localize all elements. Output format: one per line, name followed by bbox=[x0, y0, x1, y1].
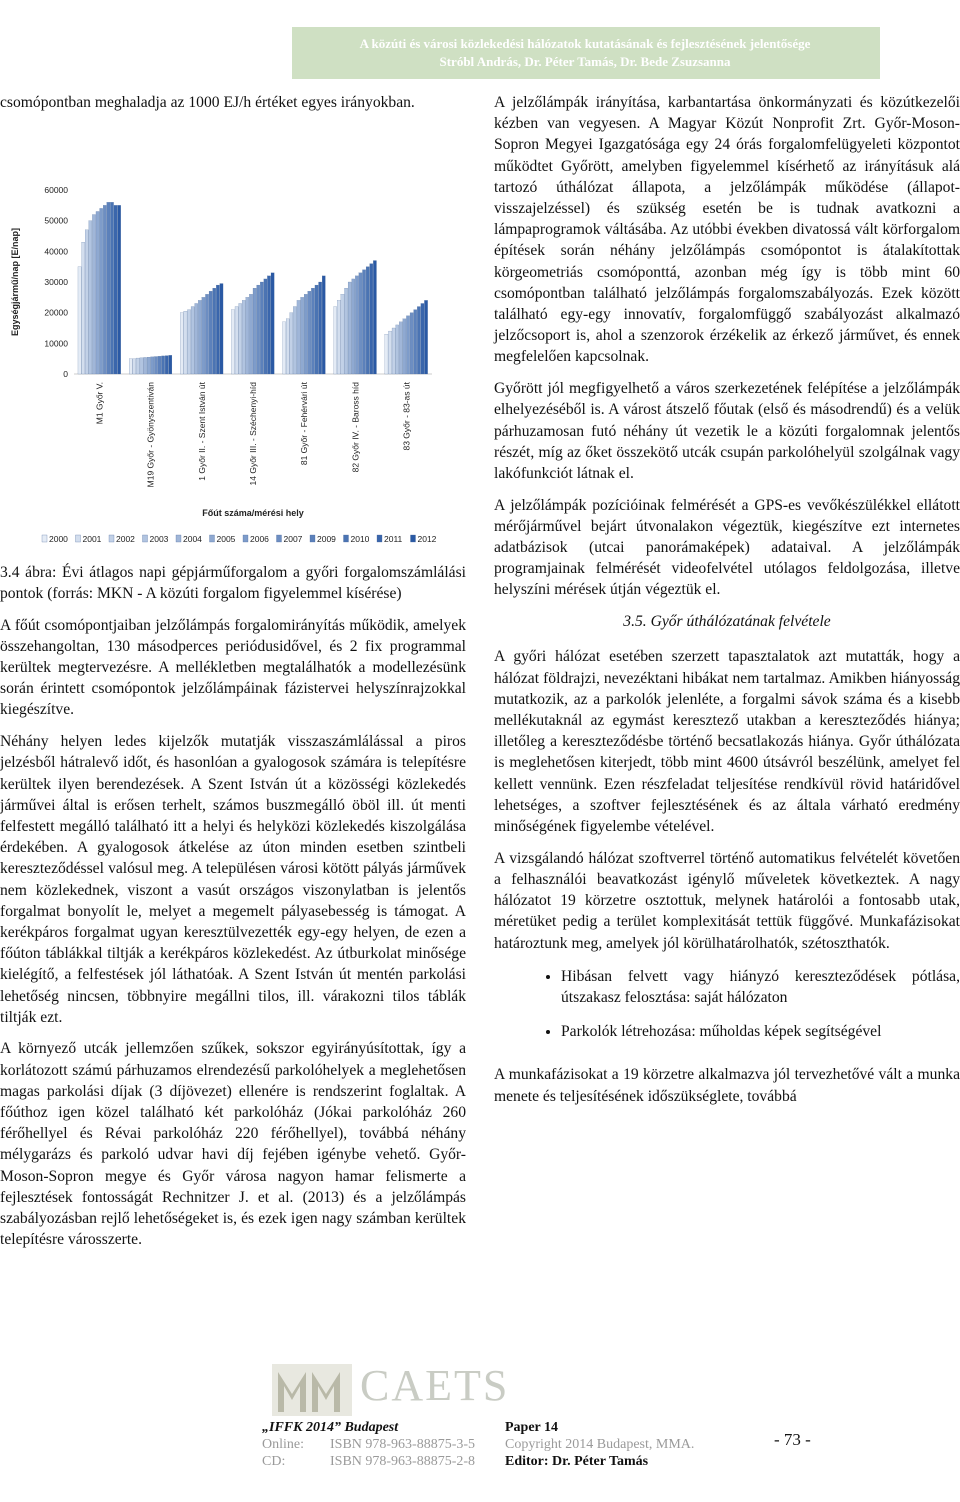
chart-bar bbox=[301, 297, 304, 374]
chart-bar bbox=[129, 358, 132, 373]
chart-bar bbox=[100, 208, 103, 374]
chart-bar bbox=[403, 319, 406, 374]
chart-bar bbox=[373, 260, 376, 373]
x-axis-label: Főút száma/mérési hely bbox=[202, 507, 304, 518]
chart-bar bbox=[370, 263, 373, 373]
legend-swatch bbox=[76, 535, 81, 542]
y-tick-label: 50000 bbox=[44, 215, 68, 226]
chart-bar bbox=[118, 205, 121, 374]
chart-bar bbox=[297, 300, 300, 374]
chart-bar bbox=[355, 276, 358, 374]
chart-bar bbox=[283, 322, 286, 374]
chart-bar bbox=[414, 309, 417, 373]
bullet-list bbox=[494, 966, 960, 1043]
chart-bar bbox=[264, 279, 267, 374]
header-title: A közúti és városi közlekedési hálózatok kutatásának és fejlesztésének jelentősége bbox=[359, 36, 811, 51]
online-label: Online: bbox=[262, 1437, 304, 1452]
legend-label: 2002 bbox=[116, 533, 135, 544]
paragraph: A jelzőlámpák pozícióinak felmérését a GPS-es vevőkészülékkel ellátott mérőjárművel bejárt útvonalakon végeztük, kiegészítve ezt internetes adatbázisok (utcai panorámaképek) adataival. A jelzőlámpák programjainak felmérését videofelvétel utólagos feldolgozása, illetve helyszíni mérések útján végeztük el. bbox=[494, 496, 960, 599]
chart-bar bbox=[267, 276, 270, 374]
chart-bar bbox=[169, 355, 172, 374]
legend-swatch bbox=[210, 535, 215, 542]
chart-bar bbox=[85, 230, 88, 374]
x-tick-label: 82 Győr IV. - Baross híd bbox=[350, 381, 361, 473]
paragraph: A munkafázisokat a 19 körzetre alkalmazva jól tervezhetővé vált a munka menete és teljesítésének időszükséglete, továbbá bbox=[494, 1066, 960, 1105]
legend-label: 2000 bbox=[49, 533, 68, 544]
x-tick-label: M1 Győr V. bbox=[94, 381, 105, 424]
left-column bbox=[0, 92, 466, 1261]
chart-bar bbox=[144, 357, 147, 374]
chart-bar bbox=[165, 355, 168, 373]
chart-bar bbox=[114, 205, 117, 374]
chart-bar bbox=[260, 282, 263, 374]
x-tick-label: 14 Győr III. - Széchenyi-híd bbox=[248, 381, 258, 486]
cd-label: CD: bbox=[262, 1454, 286, 1469]
paragraph: A jelzőlámpák irányítása, karbantartása önkormányzati és közútkezelői kézben van vegyesen. A Magyar Közút Nonprofit Zrt. Győr-Moson-Sopron Megyei Igazgatósága egy 24 órás forgalomfelügyeleti központot működtet Győrött, amelyben figyelemmel kísérhető az irányításuk alá tartozó úthálózat állapota, a jelzőlámpák működése (állapot-visszajelzéssel) és szükség esetén be is tudnak avatkozni a lámpaprogramok váltásába. Az utóbbi években divatossá vált körforgalom építések során néhány jelzőlámpás csomópontot is átalakítottak körgeometriás csomóponttá, azonban még így is több mint 60 csomópontban található jelzőlámpás forgalomszabályozás. Ezek között található egy-egy innovatív, forgalomfüggő szabályozást alkalmazó jelzőcsoport is, ahol a szenzorok érzékelik az érkező járművet, és ennek megfelelően kapcsolnak. bbox=[494, 94, 960, 366]
chart-bar bbox=[337, 300, 340, 374]
legend-swatch bbox=[42, 535, 47, 542]
legend-label: 2009 bbox=[317, 533, 336, 544]
chart-bar bbox=[399, 322, 402, 374]
chart-bar bbox=[388, 331, 391, 374]
editor: Editor: Dr. Péter Tamás bbox=[505, 1454, 649, 1469]
legend-label: 2005 bbox=[216, 533, 236, 544]
chart-bar bbox=[341, 294, 344, 374]
y-tick-label: 10000 bbox=[44, 338, 68, 349]
chart-bar bbox=[110, 202, 113, 374]
chart-bar bbox=[136, 358, 139, 374]
chart-bar bbox=[322, 276, 325, 374]
right-column bbox=[494, 92, 960, 1117]
chart-bar bbox=[257, 285, 260, 374]
chart-bar bbox=[319, 282, 322, 374]
header-authors: Stróbl András, Dr. Péter Tamás, Dr. Bede Zsuzsanna bbox=[439, 54, 731, 69]
y-tick-label: 40000 bbox=[44, 246, 68, 257]
chart-bar bbox=[315, 285, 318, 374]
chart-bar bbox=[271, 273, 274, 374]
y-tick-label: 60000 bbox=[44, 184, 68, 195]
chart-bar bbox=[216, 285, 219, 374]
legend-swatch bbox=[143, 535, 148, 542]
chart-bar bbox=[220, 283, 223, 373]
chart-bar bbox=[366, 266, 369, 373]
legend-swatch bbox=[377, 535, 382, 542]
paper-number: Paper 14 bbox=[505, 1420, 559, 1435]
chart-bar bbox=[421, 303, 424, 374]
chart-bar bbox=[253, 288, 256, 374]
chart-bar bbox=[424, 300, 427, 374]
traffic-bar-chart bbox=[0, 124, 466, 554]
chart-bar bbox=[205, 294, 208, 374]
legend-swatch bbox=[411, 535, 416, 542]
chart-bar bbox=[410, 312, 413, 373]
paragraph: csomópontban meghaladja az 1000 EJ/h értéket egyes irányokban. bbox=[0, 94, 415, 111]
paragraph: A vizsgálandó hálózat szoftverrel történő automatikus felvételét követően a felhasználói beavatkozást igénylő műveletek következtek. A nagy hálózatot 19 körzetre osztottuk, melynek határolói a fontosabb utak, méretüket pedig a terület komplexitását tettük függővé. Munkafázisokat határoztunk meg, amelyek jól körülhatárolhatók, szétoszthatók. bbox=[494, 849, 960, 952]
chart-bar bbox=[249, 294, 252, 374]
chart-bar bbox=[385, 334, 388, 374]
chart-bar bbox=[392, 328, 395, 374]
legend-label: 2012 bbox=[417, 533, 437, 544]
paragraph: A főút csomópontjaiban jelzőlámpás forgalomirányítás működik, amelyek összehangoltan, 130 másodperces periódusidővel, és 2 fix programmal kerültek megtervezésre. A mellékletben megtalálhatók a modellezésünk során érintett csomópontok jelzőlámpáinak fázistervei helyszínrajzokkal kiegészítve. bbox=[0, 616, 466, 719]
y-axis-label: Egységjármű/nap [E/nap] bbox=[10, 227, 20, 336]
chart-bar bbox=[107, 202, 110, 374]
chart-bar bbox=[209, 291, 212, 374]
y-tick-label: 0 bbox=[63, 368, 68, 379]
chart-bar bbox=[213, 288, 216, 374]
chart-bar bbox=[202, 297, 205, 374]
legend-label: 2011 bbox=[384, 533, 403, 544]
x-tick-label: 83 Győr - 83-as út bbox=[401, 381, 412, 451]
chart-bar bbox=[184, 311, 187, 374]
x-tick-label: 1 Győr II. - Szent István út bbox=[196, 381, 207, 481]
legend-swatch bbox=[277, 535, 282, 542]
chart-bar bbox=[180, 312, 183, 373]
header-band bbox=[292, 27, 880, 79]
chart-bar bbox=[151, 357, 154, 374]
chart-bar bbox=[352, 279, 355, 374]
copyright: Copyright 2014 Budapest, MMA. bbox=[505, 1437, 695, 1452]
chart-bar bbox=[348, 282, 351, 374]
chart-bar bbox=[406, 315, 409, 373]
chart-bar bbox=[417, 306, 420, 373]
caets-logo: CAETS bbox=[360, 1361, 510, 1410]
list-item: • Parkolók létrehozása: műholdas képek segítségével bbox=[561, 1021, 960, 1042]
chart-bar bbox=[242, 300, 245, 374]
x-tick-label: 81 Győr - Fehérvári út bbox=[299, 381, 310, 465]
mma-logo bbox=[272, 1364, 352, 1416]
chart-bar bbox=[239, 303, 242, 374]
chart-bar bbox=[198, 300, 201, 374]
chart-bar bbox=[246, 297, 249, 374]
chart-bar bbox=[103, 205, 106, 374]
section-title: 3.5. Győr úthálózatának felvétele bbox=[623, 613, 831, 631]
chart-bar bbox=[235, 306, 238, 373]
chart-bar bbox=[293, 306, 296, 373]
traffic-chart bbox=[0, 124, 466, 554]
chart-bar bbox=[286, 319, 289, 374]
page-footer bbox=[0, 1358, 960, 1502]
chart-bar bbox=[162, 356, 165, 374]
x-tick-label: M19 Győr - Gyönyszentiván bbox=[145, 381, 156, 488]
chart-bar bbox=[334, 306, 337, 373]
chart-bar bbox=[344, 288, 347, 374]
paragraph: A győri hálózat esetében szerzett tapasztalatok azt mutatták, hogy a hálózat földrajzi, nevezéktani hibákat nem tartalmaz. Amikben hiányosság mutatkozik, az a parkolók jelenléte, a forgalmi sávok száma és a kisebb mellékutaknál az egymást keresztező utakban a kereszteződés hiánya; illetőleg a kereszteződésbe történő becsatlakozás hiánya. Győr úthálózata is meglehetősen kiterjedt, több mint 4600 útsávról beszélünk, amelyet fel kellett vennünk. Ezen részfeladat teljesítése rendkívül rövid határidővel lehetséges, a szoftver fejlesztésének és az általa várható eredmény minőségének figyelembe vételével. bbox=[494, 648, 960, 835]
legend-label: 2004 bbox=[183, 533, 202, 544]
y-tick-label: 20000 bbox=[44, 307, 68, 318]
chart-bar bbox=[362, 269, 365, 373]
chart-bar bbox=[304, 294, 307, 374]
online-isbn: ISBN 978-963-88875-3-5 bbox=[330, 1437, 476, 1452]
chart-bar bbox=[359, 273, 362, 374]
legend-label: 2003 bbox=[149, 533, 169, 544]
chart-bar bbox=[147, 357, 150, 374]
chart-bar bbox=[92, 214, 95, 373]
chart-bar bbox=[290, 312, 293, 373]
chart-bar bbox=[82, 242, 85, 374]
chart-bar bbox=[140, 357, 143, 373]
chart-bar bbox=[89, 220, 92, 373]
legend-label: 2006 bbox=[250, 533, 269, 544]
page-header bbox=[0, 0, 960, 86]
y-tick-label: 30000 bbox=[44, 276, 68, 287]
legend-swatch bbox=[109, 535, 114, 542]
legend-swatch bbox=[344, 535, 349, 542]
chart-bar bbox=[308, 291, 311, 374]
chart-bar bbox=[96, 211, 99, 374]
legend-label: 2007 bbox=[283, 533, 303, 544]
figure-caption: 3.4 ábra: Évi átlagos napi gépjárműforgalom a győri forgalomszámlálási pontok (forrás: MKN - A közúti forgalom figyelemmel kísérése) bbox=[0, 563, 466, 602]
chart-bar bbox=[78, 266, 81, 373]
legend-label: 2010 bbox=[350, 533, 370, 544]
chart-bar bbox=[231, 309, 234, 373]
paragraph: A környező utcák jellemzően szűkek, sokszor egyirányúsítottak, így a korlátozott számú párhuzamos elrendezésű parkolóhelyek a meglehetősen magas parkolási díjak (3 díjövezet) ellenére is rendszerint foglaltak. A főúthoz igen közel található két parkolóház (Jókai parkolóház 260 férőhellyel és Révai parkolóház 220 férőhellyel), továbbá néhány mélygarázs és parkoló udvar havi díj fejében igénybe vehető. Győr-Moson-Sopron megye és Győr városa nagyon hamar felismerte a fejlesztések fontosságát Rechnitzer J. et al. (2013) és a jelzőlámpás szabályozásban rejlő lehetőségeket is, és ezek igen nagy számban kerültek telepítésre városszerte. bbox=[0, 1040, 466, 1249]
chart-bar bbox=[133, 358, 136, 373]
list-item: • Hibásan felvett vagy hiányzó kereszteződések pótlása, útszakasz felosztása: saját hálózaton bbox=[561, 966, 960, 1008]
page-number: - 73 - bbox=[774, 1430, 811, 1449]
paragraph: Néhány helyen ledes kijelzők mutatják visszaszámlálással a piros jelzésből hátralevő időt, és hasonlóan a gyalogosok számára is telepítésre kerültek ilyen berendezések. A Szent István út a közösségi közlekedés járművei által is erősen terhelt, számos buszmegálló öböl ill. út menti felfestett megálló található itt a helyi és helyközi közlekedés kiszolgálása érdekében. A gyalogosok átkelése az úton minden esetben szintbeli kereszteződéssel valósul meg. A településen városi kötött pályás járművek nem közlekednek, viszont a vasút országos viszonylatban is jelentős forgalmat bonyolít le, melyet a megemelt pályasebesség is támogat. A kerékpáros forgalmat ugyan keresztülvezették egy-egy helyen, de ezen a főúton táblákkal tiltják a kerékpáros közlekedést. Az útburkolat minősége kielégítő, a felfestések jól láthatóak. A Szent István út mentén parkolási lehetőség nincsen, többnyire megállni tilos, ill. várakozni tilos táblák tiltják ezt. bbox=[0, 733, 466, 1026]
legend-swatch bbox=[176, 535, 181, 542]
cd-isbn: ISBN 978-963-88875-2-8 bbox=[330, 1454, 476, 1469]
chart-bar bbox=[154, 356, 157, 373]
legend-swatch bbox=[310, 535, 315, 542]
mma-logo-mark bbox=[272, 1364, 352, 1416]
chart-bar bbox=[311, 288, 314, 374]
chart-bar bbox=[158, 356, 161, 374]
legend-swatch bbox=[243, 535, 248, 542]
chart-bar bbox=[187, 309, 190, 373]
legend-label: 2001 bbox=[82, 533, 102, 544]
chart-bar bbox=[191, 306, 194, 373]
conference-name: „IFFK 2014” Budapest bbox=[262, 1420, 399, 1435]
chart-bar bbox=[396, 325, 399, 374]
chart-bar bbox=[195, 303, 198, 374]
paragraph: Győrött jól megfigyelhető a város szerkezetének felépítése a jelzőlámpák elhelyezéséből is. A várost átszelő főutak (első és másodrendű) és a velük párhuzamosan futó néhány út vezetik le a közúti forgalomnak jelentős részét, míg az őket összekötő utcák csupán parkolóhelyül szolgálnak vagy lakófunkciót látnak el. bbox=[494, 380, 960, 482]
